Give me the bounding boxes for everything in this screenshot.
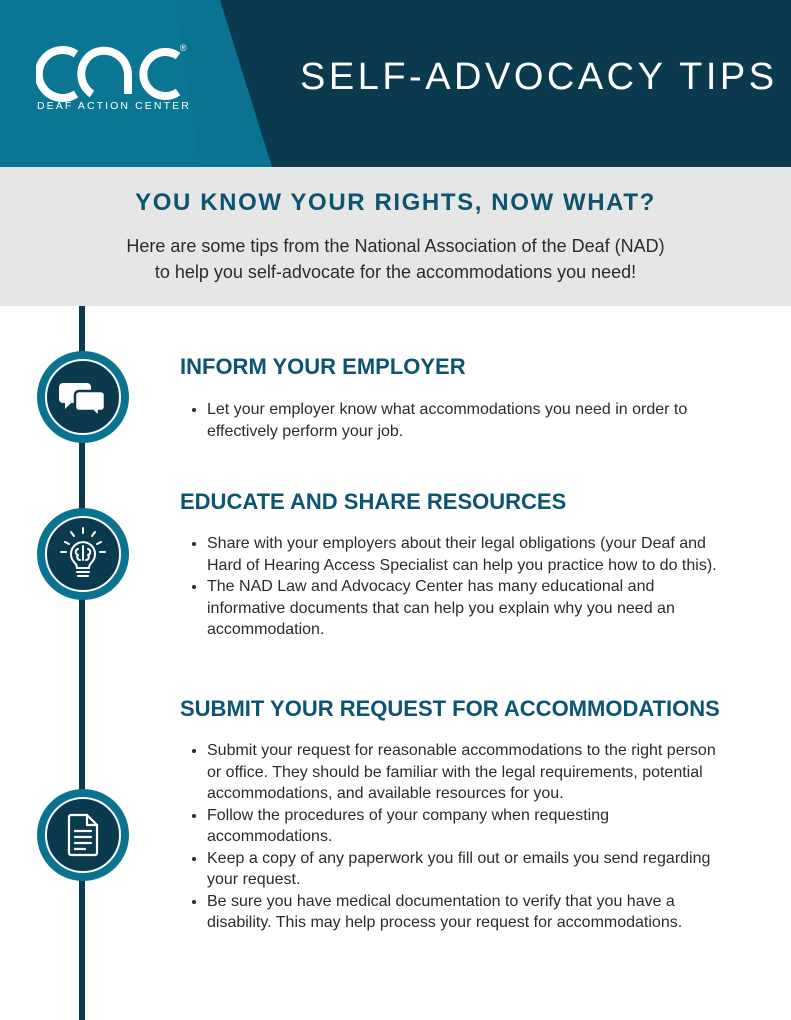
section-title-inform-employer: INFORM YOUR EMPLOYER — [180, 354, 466, 379]
section-3-bullets — [185, 740, 727, 934]
intro-band — [0, 167, 791, 306]
chat-bubbles-icon — [45, 359, 121, 435]
timeline-node-3 — [37, 789, 129, 881]
list-item: • Follow the procedures of your company when requesting accommodations. — [207, 805, 727, 848]
section-2-bullets — [185, 533, 727, 641]
page-header — [0, 0, 791, 167]
lightbulb-brain-icon — [45, 516, 121, 592]
list-item: • Keep a copy of any paperwork you fill out or emails you send regarding your request. — [207, 848, 727, 891]
document-icon — [45, 797, 121, 873]
list-item: • Let your employer know what accommodations you need in order to effectively perform your job. — [207, 399, 727, 442]
list-item: • Share with your employers about their legal obligations (your Deaf and Hard of Hearing Access Specialist can help you practice how to do this). — [207, 533, 727, 576]
intro-title: YOU KNOW YOUR RIGHTS, NOW WHAT? — [135, 189, 656, 216]
registered-mark: ® — [180, 43, 187, 53]
section-1-bullets — [185, 399, 727, 442]
logo-text: DEAF ACTION CENTER — [37, 100, 191, 112]
section-title-submit-request: SUBMIT YOUR REQUEST FOR ACCOMMODATIONS — [180, 696, 720, 721]
section-title-educate-share: EDUCATE AND SHARE RESOURCES — [180, 489, 567, 514]
intro-text — [60, 233, 731, 285]
list-item: • Be sure you have medical documentation to verify that you have a disability. This may help process your request for accommodations. — [207, 891, 727, 934]
timeline-node-1 — [37, 351, 129, 443]
timeline-node-2 — [37, 508, 129, 600]
page-title: SELF-ADVOCACY TIPS — [300, 56, 778, 98]
list-item: • Submit your request for reasonable accommodations to the right person or office. They should be familiar with the legal requirements, potential accommodations, and available resources for you. — [207, 740, 727, 805]
list-item: • The NAD Law and Advocacy Center has many educational and informative documents that can help you explain why you need an accommodation. — [207, 576, 727, 641]
intro-line-2: to help you self-advocate for the accommodations you need! — [154, 262, 637, 282]
intro-line-1: Here are some tips from the National Association of the Deaf (NAD) — [126, 236, 665, 256]
